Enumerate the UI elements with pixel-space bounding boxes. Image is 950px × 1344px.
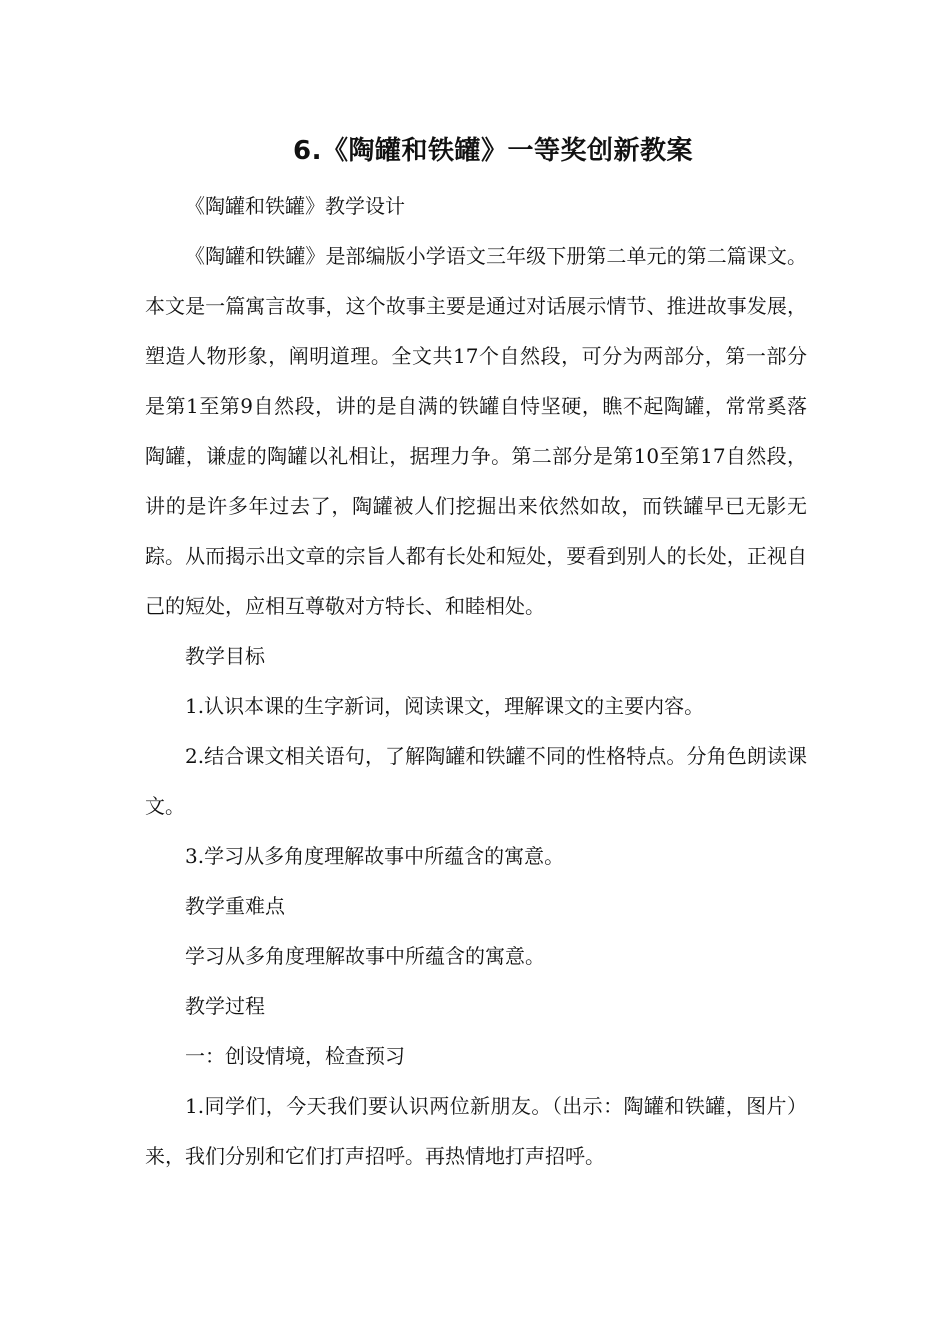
paragraph-objectives-heading: 教学目标 [185, 644, 265, 668]
paragraph-key-points: 学习从多角度理解故事中所蕴含的寓意。 [185, 944, 545, 968]
paragraph-introduction: 《陶罐和铁罐》是部编版小学语文三年级下册第二单元的第二篇课文。本文是一篇寓言故事，这个故事主要是通过对话展示情节、推进故事发展，塑造人物形象，阐明道理。全文共17个自然段，可分为两部分，第一部分是第1至第9自然段，讲的是自满的铁罐自恃坚硬，瞧不起陶罐，常常奚落陶罐，谦虚的陶罐以礼相让，据理力争。第二部分是第10至第17自然段，讲的是许多年过去了，陶罐被人们挖掘出来依然如故，而铁罐早已无影无踪。从而揭示出文章的宗旨人都有长处和短处，要看到别人的长处，正视自己的短处，应相互尊敬对方特长、和睦相处。 [145, 244, 807, 618]
paragraph-objective-1: 1.认识本课的生字新词，阅读课文，理解课文的主要内容。 [185, 694, 705, 718]
paragraph-step-1-heading: 一：创设情境，检查预习 [185, 1044, 405, 1068]
paragraph-objective-3: 3.学习从多角度理解故事中所蕴含的寓意。 [185, 844, 565, 868]
document-title: 6.《陶罐和铁罐》一等奖创新教案 [293, 136, 693, 166]
paragraph-objective-2: 2.结合课文相关语句，了解陶罐和铁罐不同的性格特点。分角色朗读课文。 [145, 744, 807, 818]
document-body [145, 181, 807, 1181]
paragraph-design-heading: 《陶罐和铁罐》教学设计 [185, 194, 405, 218]
paragraph-process-heading: 教学过程 [185, 994, 265, 1018]
paragraph-step-1-item-1: 1.同学们，今天我们要认识两位新朋友。（出示：陶罐和铁罐，图片）来，我们分别和它们打声招呼。再热情地打声招呼。 [145, 1094, 807, 1168]
paragraph-key-points-heading: 教学重难点 [185, 894, 285, 918]
